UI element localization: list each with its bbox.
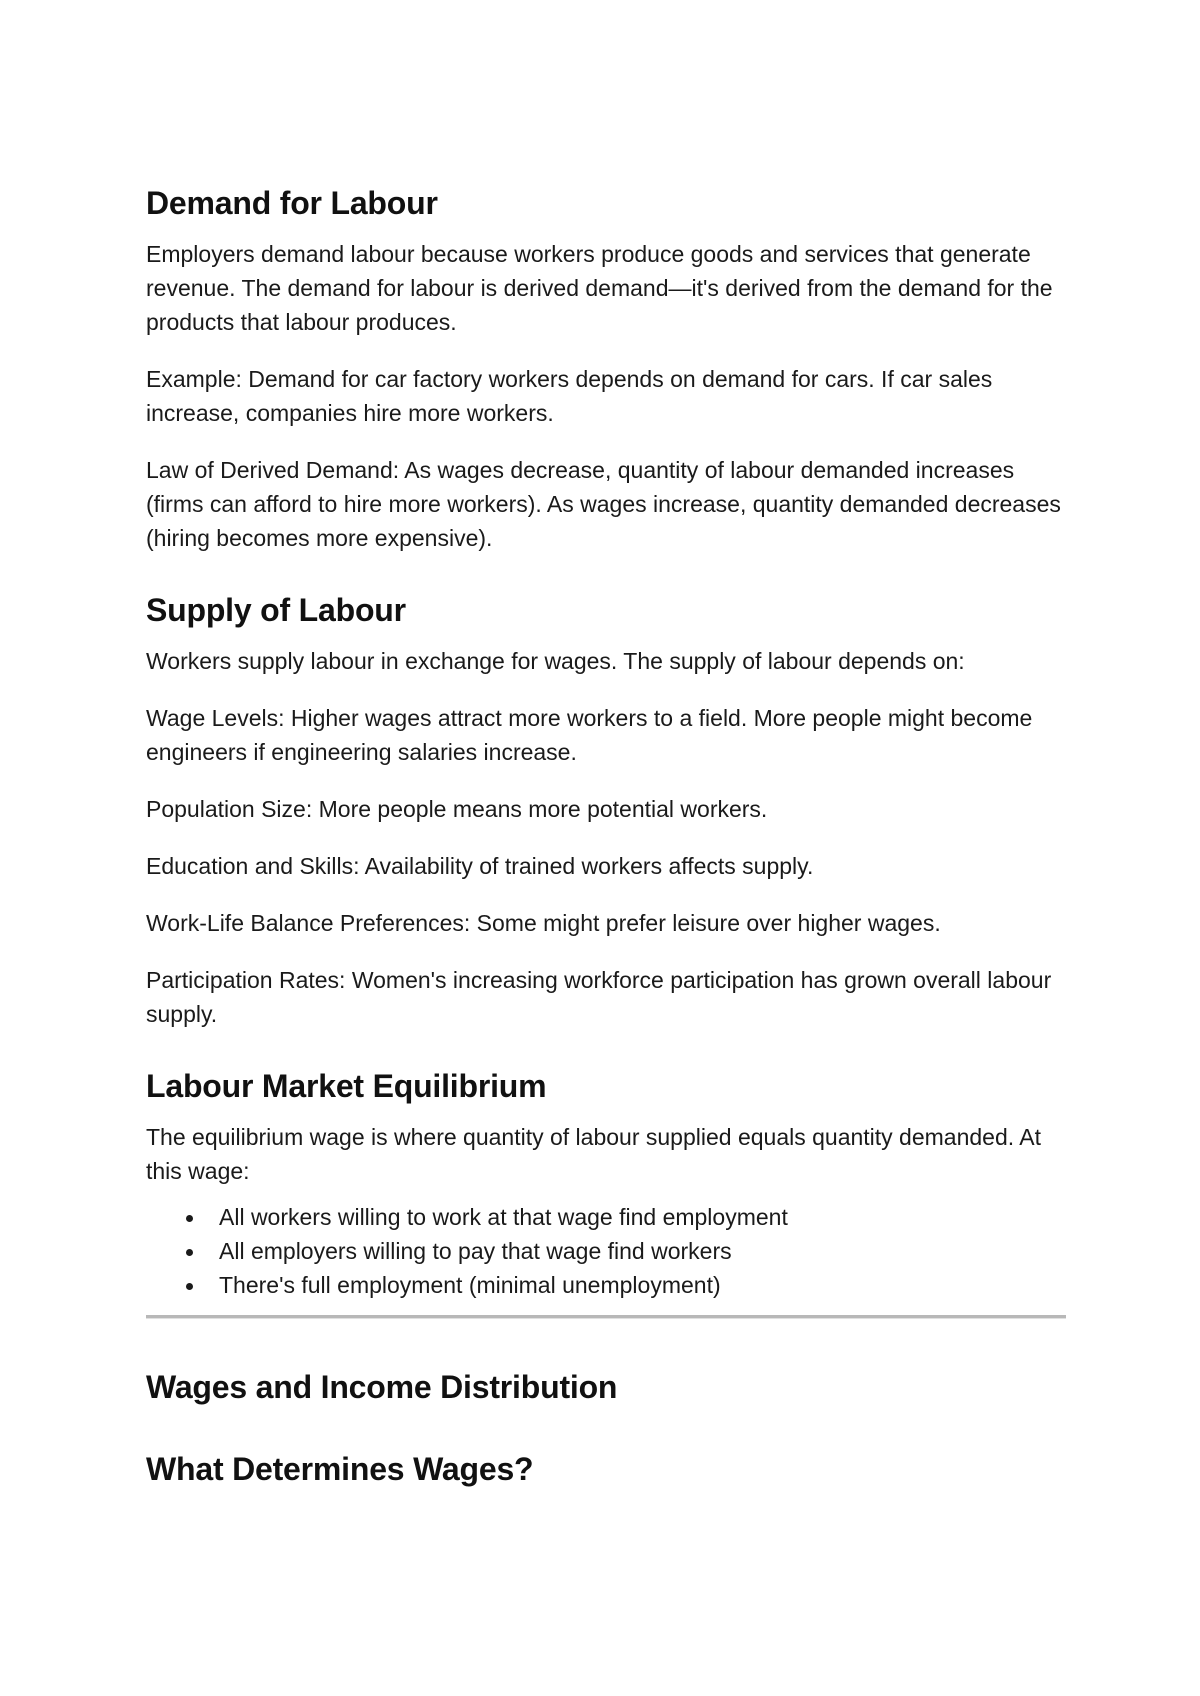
list-item (146, 1234, 1066, 1268)
bullet-icon (186, 1249, 193, 1256)
paragraph-population-size: Population Size: More people means more potential workers. (146, 796, 768, 822)
paragraph-equilibrium-intro: The equilibrium wage is where quantity of labour supplied equals quantity demanded. At this wage: (146, 1124, 1042, 1184)
list-item (146, 1268, 1066, 1302)
heading-supply-of-labour: Supply of Labour (146, 592, 406, 628)
paragraph-wage-levels: Wage Levels: Higher wages attract more workers to a field. More people might become engineers if engineering salaries increase. (146, 705, 1033, 765)
heading-what-determines-wages: What Determines Wages? (146, 1451, 534, 1487)
heading-demand-for-labour: Demand for Labour (146, 185, 438, 221)
paragraph-work-life-balance: Work-Life Balance Preferences: Some might prefer leisure over higher wages. (146, 910, 941, 936)
paragraph-supply-intro: Workers supply labour in exchange for wages. The supply of labour depends on: (146, 648, 965, 674)
heading-labour-market-equilibrium: Labour Market Equilibrium (146, 1068, 547, 1104)
heading-wages-income-distribution: Wages and Income Distribution (146, 1369, 618, 1405)
equilibrium-bullet-list (146, 1200, 1066, 1302)
list-item-text: All employers willing to pay that wage find workers (219, 1238, 732, 1264)
paragraph-education-skills: Education and Skills: Availability of trained workers affects supply. (146, 853, 814, 879)
list-item-text: All workers willing to work at that wage find employment (219, 1204, 788, 1230)
bullet-icon (186, 1215, 193, 1222)
paragraph-law-of-derived-demand: Law of Derived Demand: As wages decrease, quantity of labour demanded increases (firms can afford to hire more workers). As wages increase, quantity demanded decreases (hiring becomes more expensive). (146, 457, 1061, 551)
paragraph-participation-rates: Participation Rates: Women's increasing workforce participation has grown overall labour supply. (146, 967, 1052, 1027)
list-item (146, 1200, 1066, 1234)
document-body (146, 183, 1066, 1503)
paragraph-demand-intro: Employers demand labour because workers produce goods and services that generate revenue. The demand for labour is derived demand—it's derived from the demand for the products that labour produces. (146, 241, 1053, 335)
paragraph-demand-example: Example: Demand for car factory workers depends on demand for cars. If car sales increase, companies hire more workers. (146, 366, 993, 426)
list-item-text: There's full employment (minimal unemployment) (219, 1272, 721, 1298)
bullet-icon (186, 1283, 193, 1290)
